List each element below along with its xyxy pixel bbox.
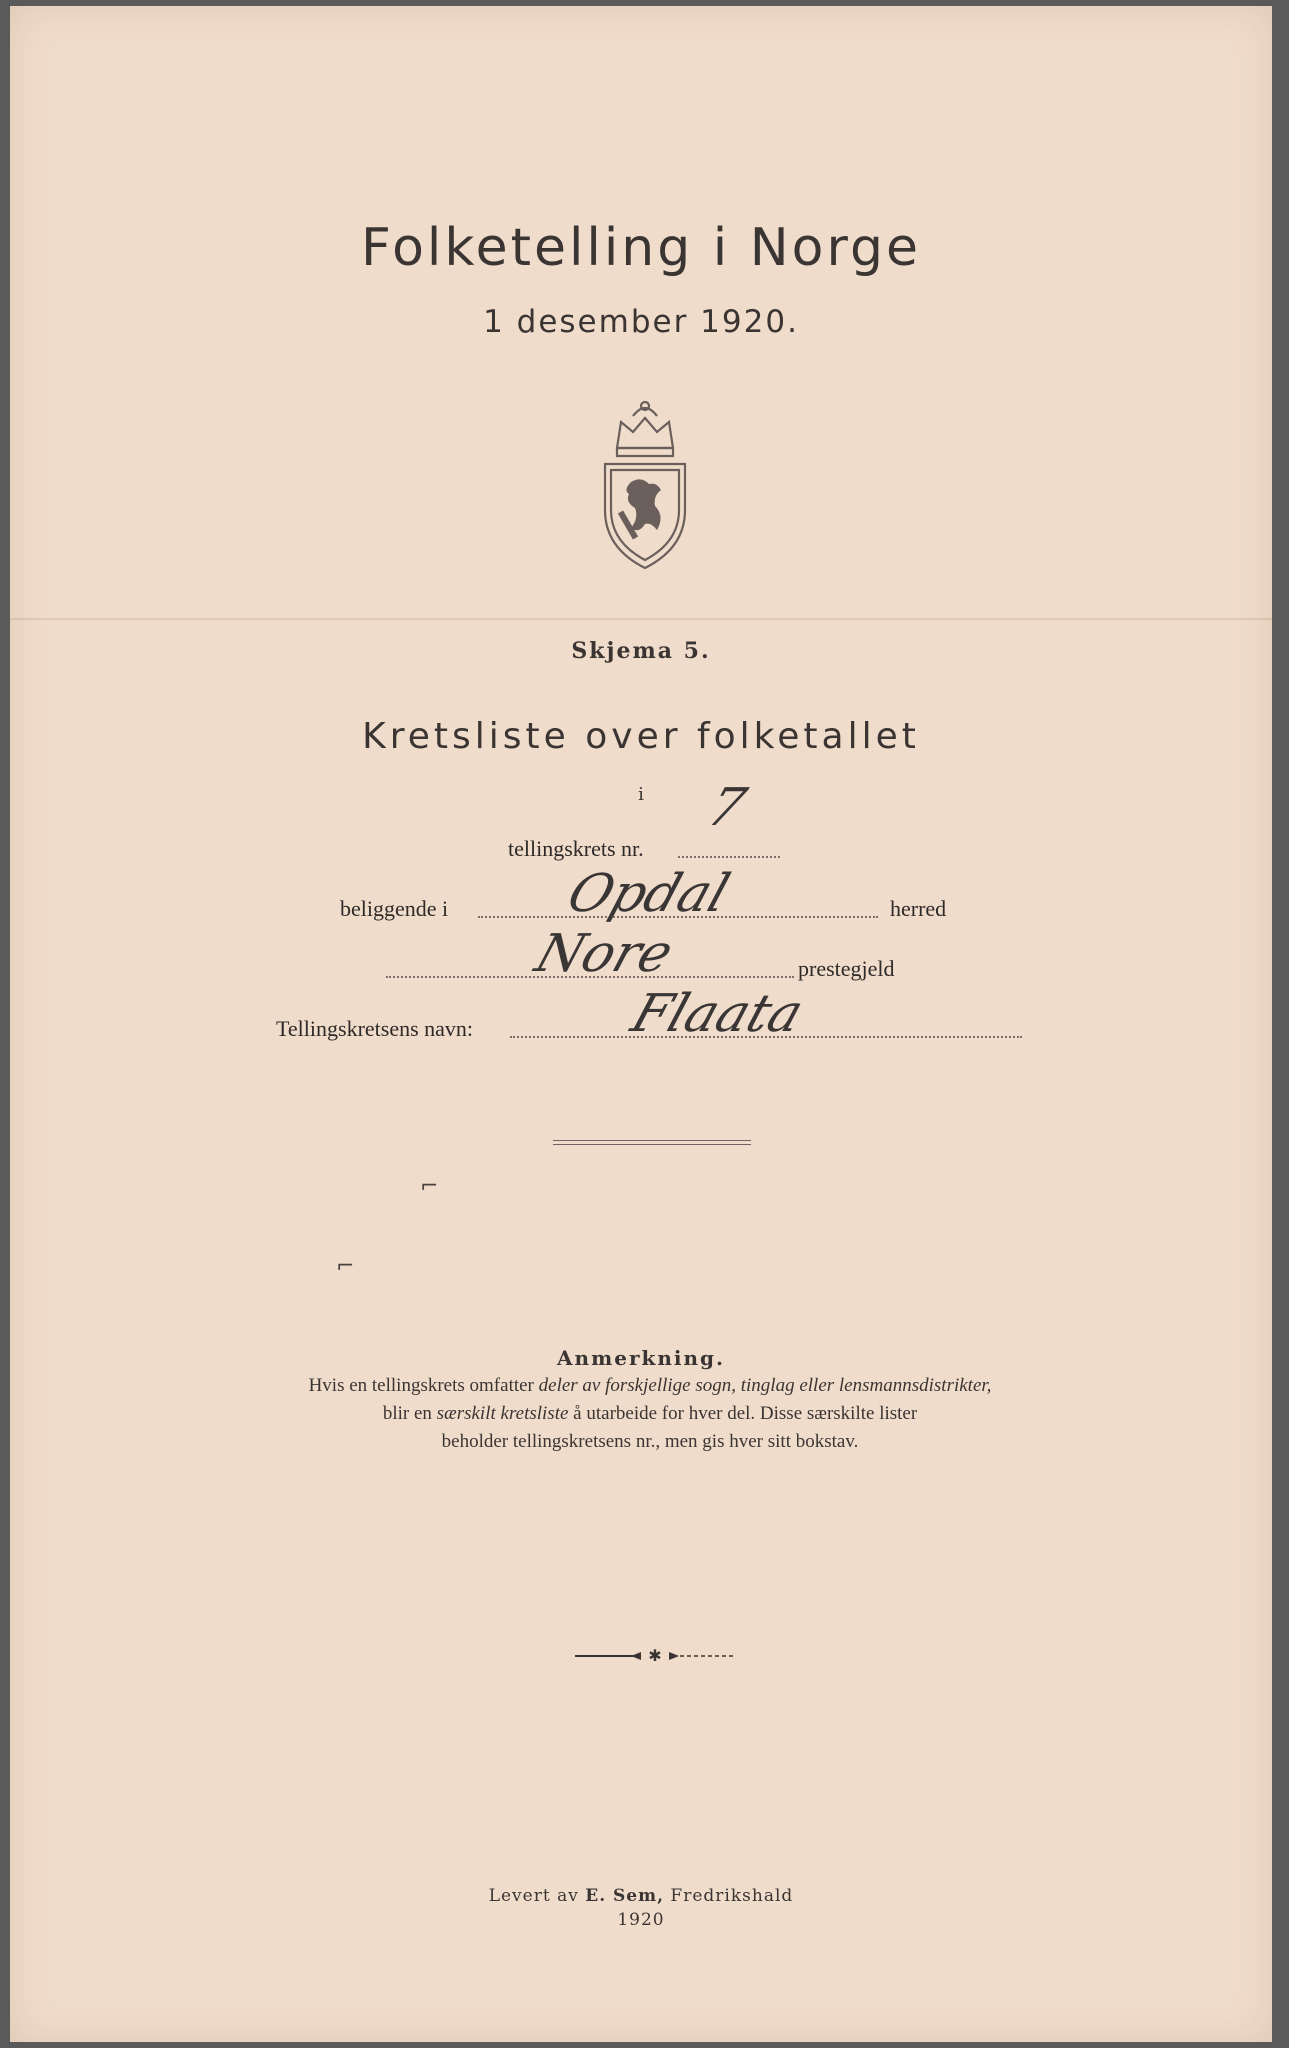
note-title: Anmerkning. [557, 1346, 725, 1370]
census-form-page [10, 6, 1272, 2042]
coat-of-arms-icon [595, 398, 695, 574]
stray-mark: ⌐ [420, 1174, 439, 1199]
note-line-2-italic: særskilt kretsliste [436, 1403, 569, 1424]
krets-number-label: tellingskrets nr. [508, 836, 644, 861]
prestegjeld-label: prestegjeld [798, 956, 895, 981]
note-line-2-plain: blir en [382, 1403, 437, 1424]
page-title: Folketelling i Norge [361, 218, 921, 278]
note-line-1 [210, 1372, 1090, 1400]
svg-text:✱: ✱ [648, 1646, 662, 1665]
note-line-2-tail: å utarbeide for hver del. Disse særskilte lister [568, 1403, 918, 1424]
printer-imprint [10, 1886, 1272, 1906]
note-line-3: beholder tellingskretsens nr., men gis hver sitt bokstav. [441, 1431, 859, 1452]
census-date: 1 desember 1920. [483, 304, 799, 340]
beliggende-label: beliggende i [340, 896, 449, 921]
note-line-1-italic: deler av forskjellige sogn, tinglag eller lensmannsdistrikter, [538, 1375, 992, 1396]
form-heading: Kretsliste over folketallet [362, 716, 920, 757]
schema-number: Skjema 5. [571, 638, 711, 664]
note-line-2 [210, 1400, 1090, 1428]
krets-number-line [678, 856, 780, 858]
separator-rule-2 [553, 1144, 751, 1145]
krets-name-value: Flaata [624, 984, 811, 1044]
separator-rule [553, 1140, 751, 1141]
krets-name-label: Tellingskretsens navn: [276, 1016, 474, 1041]
herred-label: herred [890, 896, 947, 921]
note-text [210, 1372, 1090, 1456]
imprint-printer: E. Sem, [585, 1886, 665, 1906]
krets-number-value: 7 [700, 778, 753, 838]
imprint-prefix: Levert av [488, 1886, 586, 1906]
stray-mark-2: ⌐ [336, 1254, 355, 1279]
note-line-1-plain: Hvis en tellingskrets omfatter [308, 1375, 539, 1396]
preposition-i: i [638, 784, 644, 805]
herred-value: Opdal [560, 864, 737, 924]
paper-fold [10, 618, 1272, 620]
ornament-divider-icon [575, 1646, 735, 1666]
imprint-year: 1920 [617, 1910, 665, 1930]
imprint-place: Fredrikshald [664, 1886, 794, 1906]
prestegjeld-value: Nore [528, 924, 681, 984]
